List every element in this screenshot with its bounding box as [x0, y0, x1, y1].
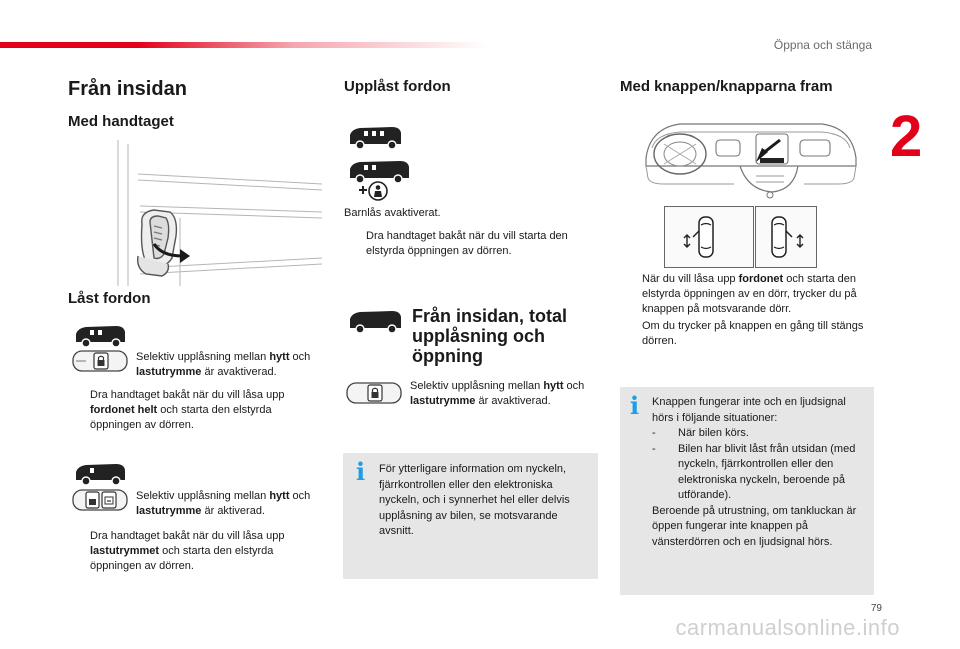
door-handle-illustration	[110, 140, 322, 286]
col3-bullet-2: Om du trycker på knappen en gång till stängs dörren.	[620, 319, 876, 349]
info-box-button	[620, 387, 874, 595]
key-fob-lock-icon	[346, 382, 402, 404]
col1-subtitle-locked: Låst fordon	[68, 290, 151, 307]
col2-bullet-1: Dra handtaget bakåt när du vill starta den elstyrda öppningen av dörren.	[344, 229, 594, 259]
van-icon	[72, 324, 128, 348]
bullet-mark	[68, 529, 90, 574]
van-icon	[72, 462, 128, 486]
key-fob-lock-icon	[72, 350, 128, 372]
door-button-panel-right	[755, 206, 817, 268]
total-unlock-title: Från insidan, total upplåsning och öppning	[412, 306, 568, 366]
watermark: carmanualsonline.info	[675, 615, 900, 640]
info-item: - Bilen har blivit låst från utsidan (med nyckeln, fjärrkontrollen eller den elektroniska nyckeln, beroende på utförande).	[652, 442, 856, 501]
info-icon: i	[356, 457, 366, 486]
door-left-open-icon	[665, 207, 753, 267]
locked2-description: Selektiv upplåsning mellan hytt och lastutrymme är aktiverad.	[136, 490, 311, 517]
key-fob-selective-icon	[72, 489, 128, 511]
col2-title: Upplåst fordon	[344, 78, 451, 95]
child-lock-status: Barnlås avaktiverat.	[344, 207, 441, 219]
bullet-mark	[620, 272, 642, 317]
van-icon	[346, 308, 404, 334]
info-item: - När bilen körs.	[652, 427, 749, 439]
door-right-open-icon	[756, 207, 816, 267]
selective-description: Selektiv upplåsning mellan hytt och lastutrymme är avaktiverad.	[410, 380, 585, 407]
info-box-key	[343, 453, 598, 579]
info-intro: Knappen fungerar inte och en ljudsignal hörs i följande situationer:	[652, 396, 846, 424]
section-label: Öppna och stänga	[773, 38, 872, 52]
col3-title: Med knappen/knapparna fram	[620, 78, 833, 95]
bullet-mark	[620, 319, 642, 349]
bullet-mark	[68, 388, 90, 433]
door-button-panel-left	[664, 206, 754, 268]
dashboard-illustration	[644, 118, 858, 200]
van-child-lock-icon	[346, 158, 412, 204]
col1-title: Från insidan	[68, 78, 187, 100]
chapter-number: 2	[890, 104, 923, 169]
col3-bullet-1: När du vill låsa upp fordonet och starta den elstyrda öppningen av en dörr, trycker du på knappen på motsvarande dörr.	[620, 272, 876, 317]
locked1-description: Selektiv upplåsning mellan hytt och lastutrymme är avaktiverad.	[136, 351, 311, 378]
info-outro: Beroende på utrustning, om tankluckan är öppen fungerar inte knappen på vänsterdörren och en ljudsignal hörs.	[652, 504, 857, 548]
col1-bullet-1: Dra handtaget bakåt när du vill låsa upp fordonet helt och starta den elstyrda öppningen av dörren.	[68, 388, 318, 433]
info-text: För ytterligare information om nyckeln, fjärrkontrollen eller den elektroniska nyckeln, och i synnerhet hel eller delvis upplåsning av bilen, se motsvarande avsnitt.	[379, 463, 570, 537]
info-icon: i	[630, 391, 640, 420]
info-text	[652, 395, 868, 550]
col1-subtitle-handle: Med handtaget	[68, 113, 174, 130]
page-number: 79	[870, 603, 882, 614]
van-icon	[346, 124, 404, 150]
header-accent-bar	[0, 42, 490, 48]
col1-bullet-2: Dra handtaget bakåt när du vill låsa upp lastutrymmet och starta den elstyrda öppningen av dörren.	[68, 529, 318, 574]
bullet-mark	[344, 229, 366, 259]
